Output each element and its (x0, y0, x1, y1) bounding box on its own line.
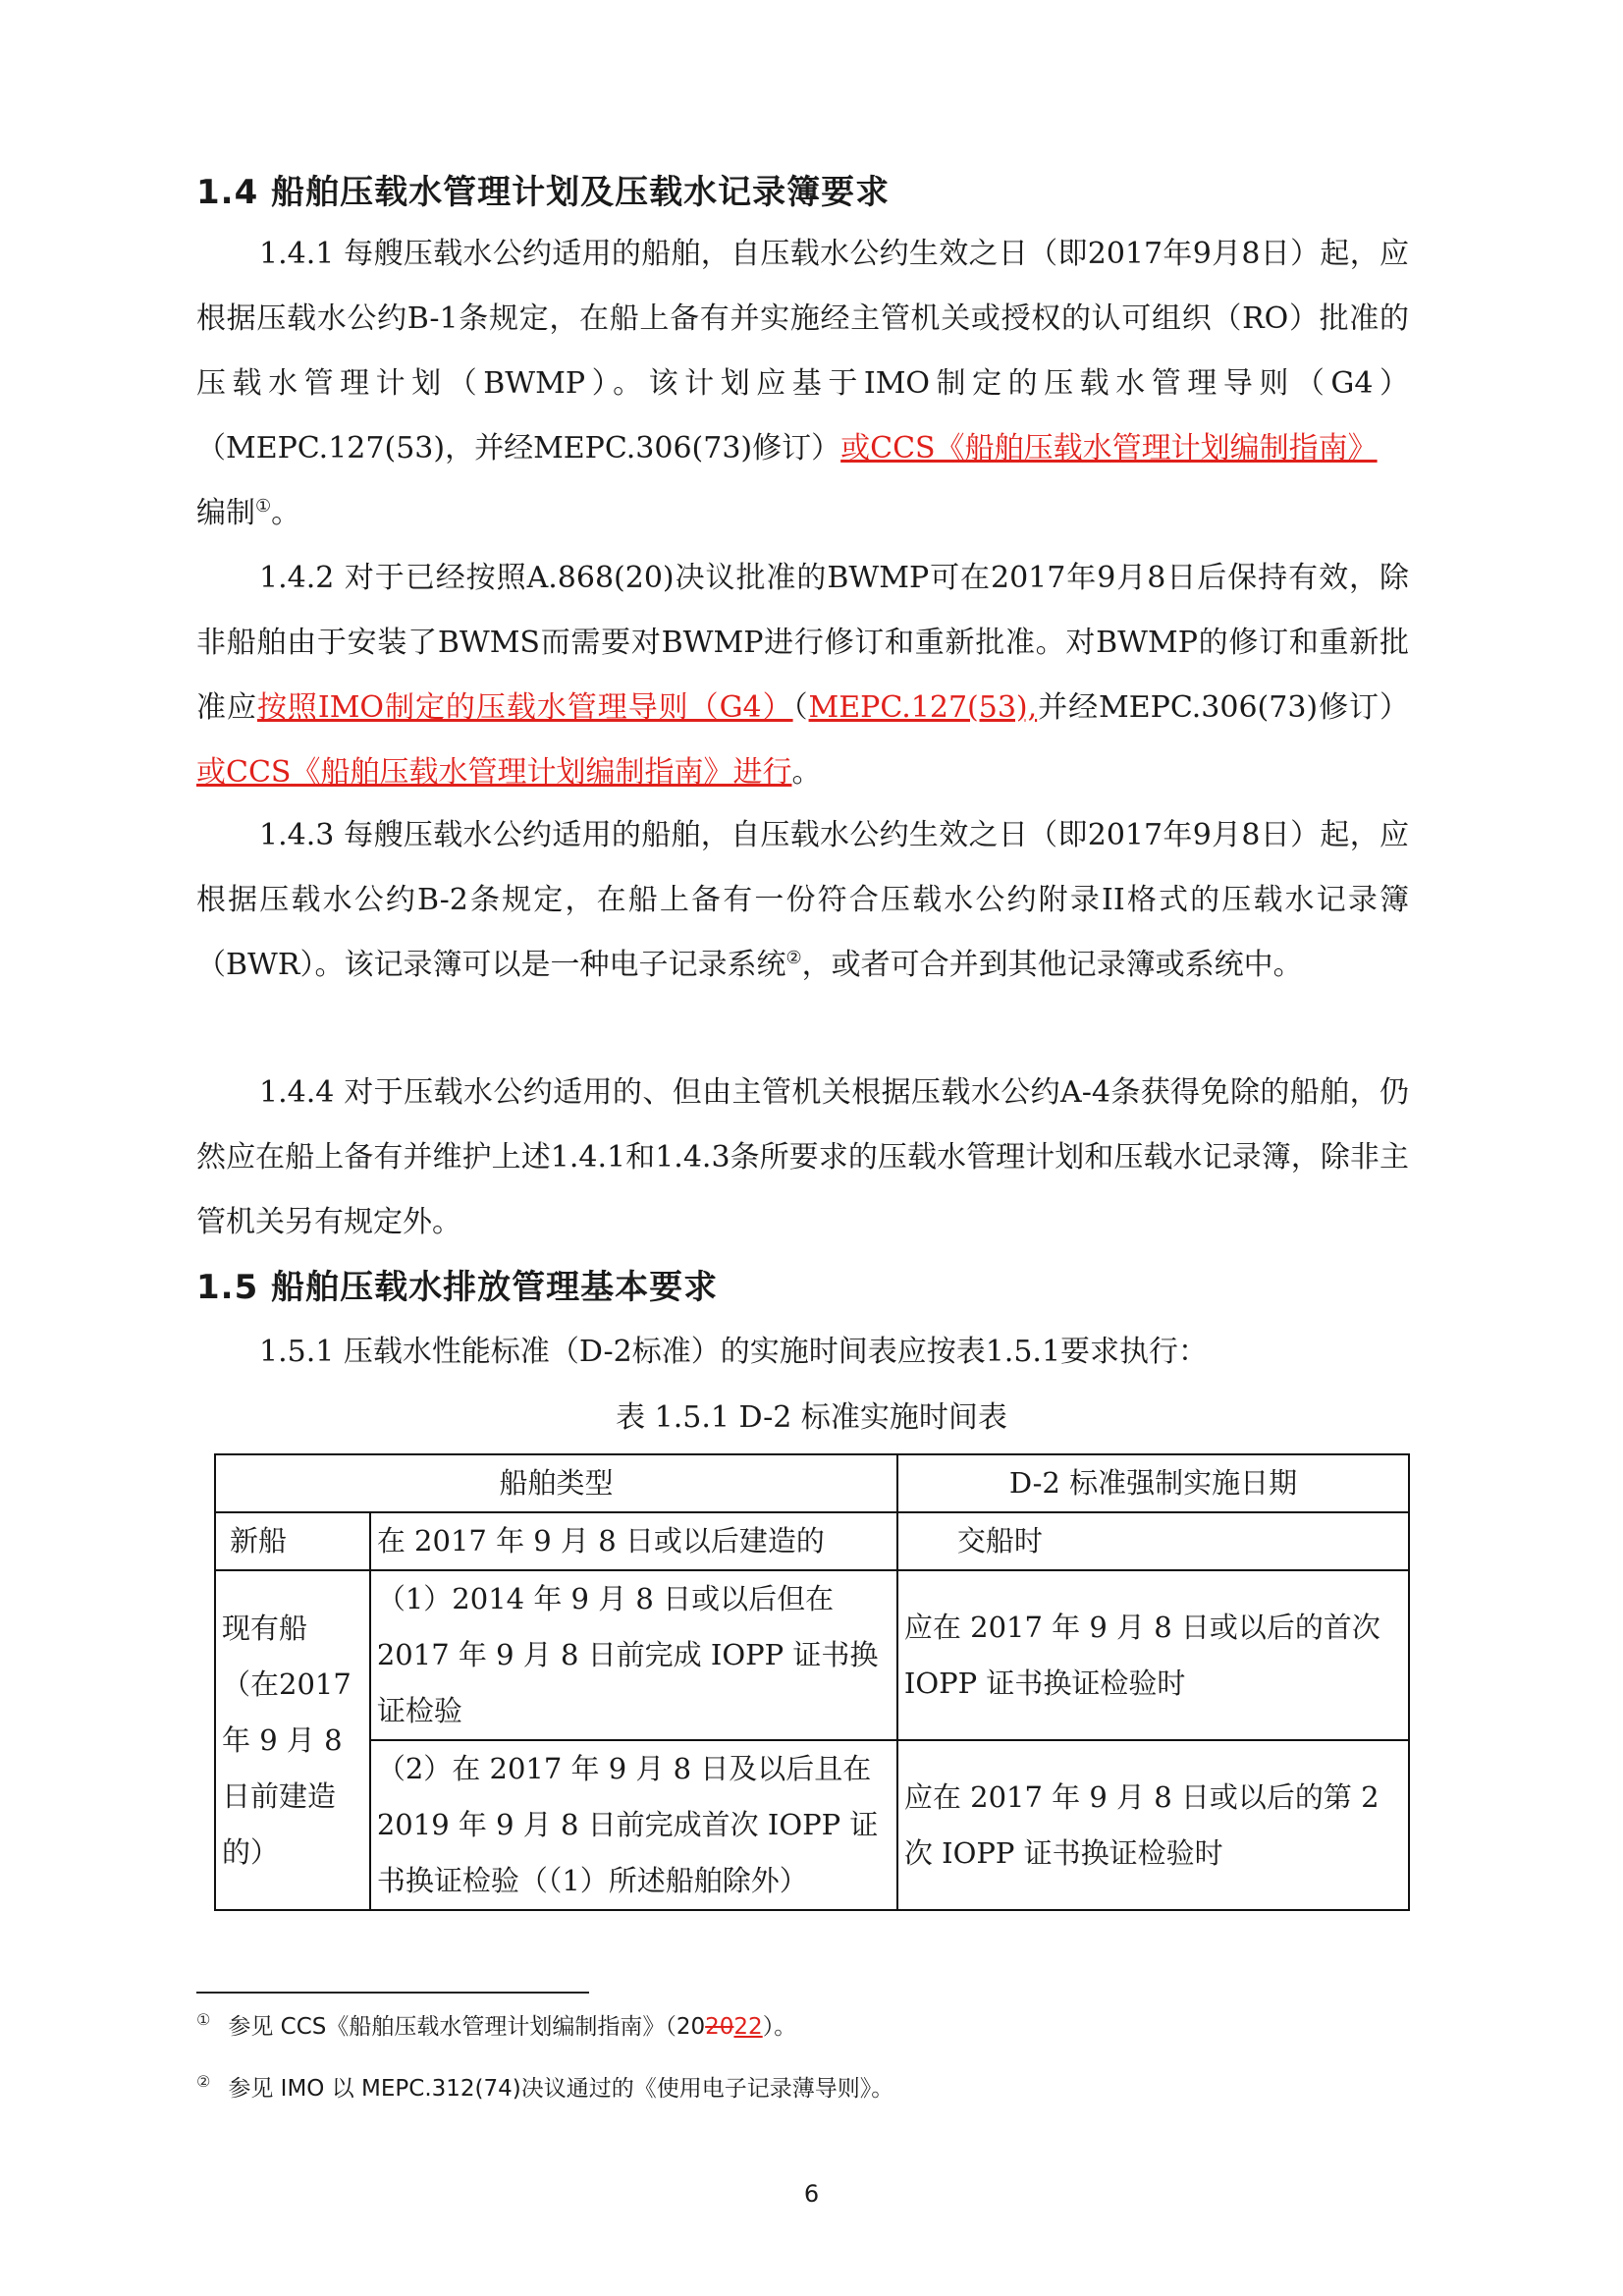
paragraph-1-4-4 (196, 1061, 1409, 1255)
paragraph-1-4-1 (196, 222, 1409, 546)
p2-paren: （ (792, 690, 809, 725)
existing-date-1: 应在 2017 年 9 月 8 日或以后的首次 IOPP 证书换证检验时 (897, 1570, 1409, 1740)
p2-revision-3: 或CCS《船舶压载水管理计划编制指南》进行 (196, 755, 792, 790)
section-heading-1-5: 1.5 船舶压载水排放管理基本要求 (196, 1268, 719, 1307)
new-ship-date: 交船时 (897, 1512, 1409, 1570)
footnote-separator (196, 1992, 589, 1994)
p1-text-end: 编制 (196, 496, 255, 530)
paragraph-1-5-1 (196, 1320, 1409, 1385)
table-row (215, 1740, 1409, 1910)
footnote-1-mark: ① (196, 2010, 211, 2030)
p2-period: 。 (791, 755, 822, 790)
existing-ship-cell: 现有船（在2017 年 9 月 8 日前建造的） (215, 1570, 370, 1910)
footnote-1-deleted: 20 (705, 2014, 734, 2040)
p2-revision-2: MEPC.127(53), (808, 690, 1038, 725)
p2-revision-1: 按照IMO制定的压载水管理导则（G4） (256, 690, 793, 725)
footnote-ref-1[interactable]: ① (255, 496, 272, 517)
footnote-1-end: ）。 (762, 2014, 797, 2040)
p4-text: 1.4.4 对于压载水公约适用的、但由主管机关根据压载水公约A-4条获得免除的船舶，仍然应在船上备有并维护上述1.4.1和1.4.3条所要求的压载水管理计划和压载水记录簿，除非主管机关另有规定外。 (196, 1075, 1409, 1239)
footnote-1 (196, 2008, 796, 2041)
table-row (215, 1570, 1409, 1740)
table-caption: 表 1.5.1 D-2 标准实施时间表 (616, 1400, 1007, 1435)
footnote-2-text: 参见 IMO 以 MEPC.312(74)决议通过的《使用电子记录薄导则》。 (228, 2076, 894, 2102)
section-heading-1-4: 1.4 船舶压载水管理计划及压载水记录簿要求 (196, 173, 891, 212)
existing-condition-2: （2）在 2017 年 9 月 8 日及以后且在 2019 年 9 月 8 日前完成首次 IOPP 证书换证检验（（1）所述船舶除外） (370, 1740, 897, 1910)
new-ship-cell: 新船 (215, 1512, 370, 1570)
paragraph-1-4-3 (196, 803, 1409, 998)
p2-text-mid: 并经MEPC.306(73)修订） (1037, 690, 1410, 725)
p1-revision: 或CCS《船舶压载水管理计划编制指南》 (840, 431, 1378, 465)
new-ship-condition: 在 2017 年 9 月 8 日或以后建造的 (370, 1512, 897, 1570)
paragraph-1-4-2 (196, 546, 1409, 805)
table-header-row (215, 1454, 1409, 1512)
header-ship-type: 船舶类型 (215, 1454, 897, 1512)
p5-text: 1.5.1 压载水性能标准（D-2标准）的实施时间表应按表1.5.1要求执行： (259, 1335, 1209, 1369)
footnote-2 (196, 2070, 893, 2103)
footnote-2-mark: ② (196, 2072, 211, 2092)
footnote-ref-2[interactable]: ② (785, 948, 802, 968)
page-number: 6 (803, 2180, 820, 2208)
d2-schedule-table (214, 1453, 1410, 1911)
header-date: D-2 标准强制实施日期 (897, 1454, 1409, 1512)
footnote-1-inserted: 22 (733, 2014, 763, 2040)
footnote-1-text: 参见 CCS《船舶压载水管理计划编制指南》（20 (228, 2014, 706, 2040)
p3-text: 1.4.3 每艘压载水公约适用的船舶，自压载水公约生效之日（即2017年9月8日）起，应根据压载水公约B-2条规定，在船上备有一份符合压载水公约附录II格式的压载水记录簿（BWR）。该记录簿可以是一种电子记录系统 (196, 818, 1409, 982)
table-row (215, 1512, 1409, 1570)
existing-date-2: 应在 2017 年 9 月 8 日或以后的第 2 次 IOPP 证书换证检验时 (897, 1740, 1409, 1910)
existing-condition-1: （1）2014 年 9 月 8 日或以后但在 2017 年 9 月 8 日前完成 IOPP 证书换证检验 (370, 1570, 897, 1740)
p1-period: 。 (271, 496, 301, 530)
p2-text: 1.4.2 对于已经按照A.868(20)决议批准的BWMP可在2017年9月8日后保持有效，除非船舶由于安装了BWMS而需要对BWMP进行修订和重新批准。对BWMP的修订和重新批准应 (196, 561, 1409, 725)
p3-text-end: ，或者可合并到其他记录簿或系统中。 (801, 948, 1303, 982)
p1-text: 1.4.1 每艘压载水公约适用的船舶，自压载水公约生效之日（即2017年9月8日）起，应根据压载水公约B-1条规定，在船上备有并实施经主管机关或授权的认可组织（RO）批准的压载水管理计划（BWMP）。该计划应基于IMO制定的压载水管理导则（G4）（MEPC.127(53)，并经MEPC.306(73)修订） (196, 237, 1409, 465)
